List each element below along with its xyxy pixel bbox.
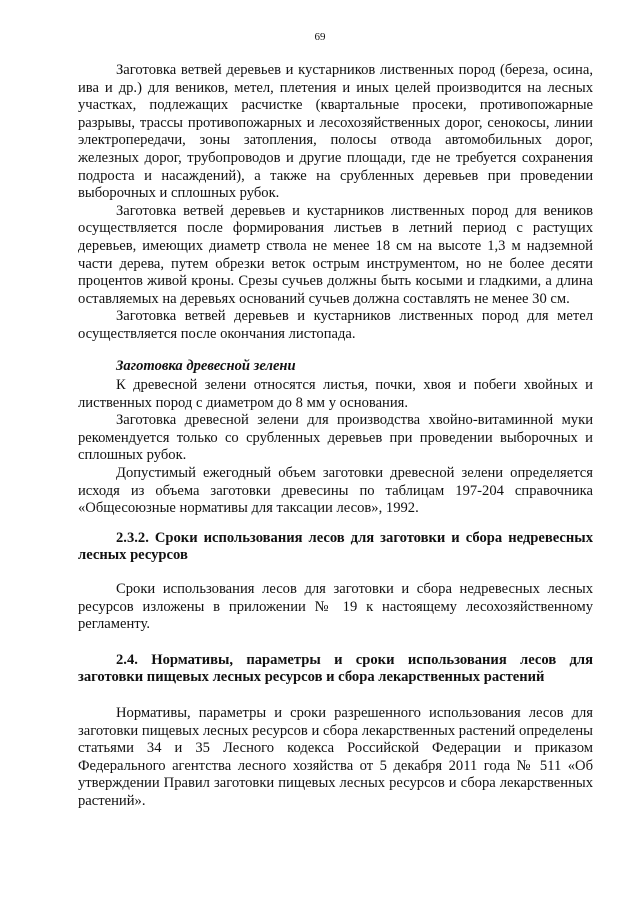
paragraph-branches-besoms: Заготовка ветвей деревьев и кустарников лиственных пород для метел осуществляется после окончания листопада. — [78, 308, 593, 342]
section-heading-2-3-2: 2.3.2. Сроки использования лесов для заготовки и сбора недревесных лесных ресурсов — [78, 529, 593, 564]
paragraph-branches-brooms: Заготовка ветвей деревьев и кустарников лиственных пород для веников осуществляется после формирования листьев в летний период с растущих деревьев, имеющих диаметр ствола не менее 18 см на высоте 1,3 м надземной части дерева, путем обрезки веток острым инструментом, но не более десяти процентов живой кроны. Срезы сучьев должны быть косыми и гладкими, а длина оставляемых на деревьях оснований сучьев должна составлять не менее 30 см. — [78, 202, 593, 307]
paragraph-section-2-4: Нормативы, параметры и сроки разрешенного использования лесов для заготовки пищевых лесных ресурсов и сбора лекарственных растений определены статьями 34 и 35 Лесного кодекса Российской Федерации и приказом Федерального агентства лесного хозяйства от 5 декабря 2011 года № 511 «Об утверждении Правил заготовки пищевых лесных ресурсов и сбора лекарственных растений». — [78, 705, 593, 809]
subheading-green: Заготовка древесной зелени — [116, 357, 296, 374]
paragraph-green-definition: К древесной зелени относятся листья, почки, хвоя и побеги хвойных и лиственных пород с диаметром до 8 мм у основания. — [78, 377, 593, 411]
paragraph-branches-general: Заготовка ветвей деревьев и кустарников лиственных пород (береза, осина, ива и др.) для веников, метел, плетения и иных целей производится на лесных участках, подлежащих расчистке (квартальные просеки, противопожарные разрывы, трассы противопожарных и лесохозяйственных дорог, сенокосы, линии электропередачи, зоны затопления, полосы отвода автомобильных дорог, железных дорог, трубопроводов и другие площади, где не требуется сохранения подроста и насаждений), а также на срубленных деревьев при проведении выборочных и сплошных рубок. — [78, 62, 593, 202]
page-number: 69 — [314, 31, 326, 43]
paragraph-green-volume: Допустимый ежегодный объем заготовки древесной зелени определяется исходя из объема заготовки древесины по таблицам 197-204 справочника «Общесоюзные нормативы для таксации лесов», 1992. — [78, 465, 593, 517]
page-content — [78, 62, 593, 811]
paragraph-green-flour: Заготовка древесной зелени для производства хвойно-витаминной муки рекомендуется только со срубленных деревьев при проведении выборочных и сплошных рубок. — [78, 412, 593, 464]
section-heading-2-4: 2.4. Нормативы, параметры и сроки использования лесов для заготовки пищевых лесных ресурсов и сбора лекарственных растений — [78, 651, 593, 686]
paragraph-section-2-3-2: Сроки использования лесов для заготовки и сбора недревесных лесных ресурсов изложены в приложении № 19 к настоящему лесохозяйственному регламенту. — [78, 581, 593, 633]
